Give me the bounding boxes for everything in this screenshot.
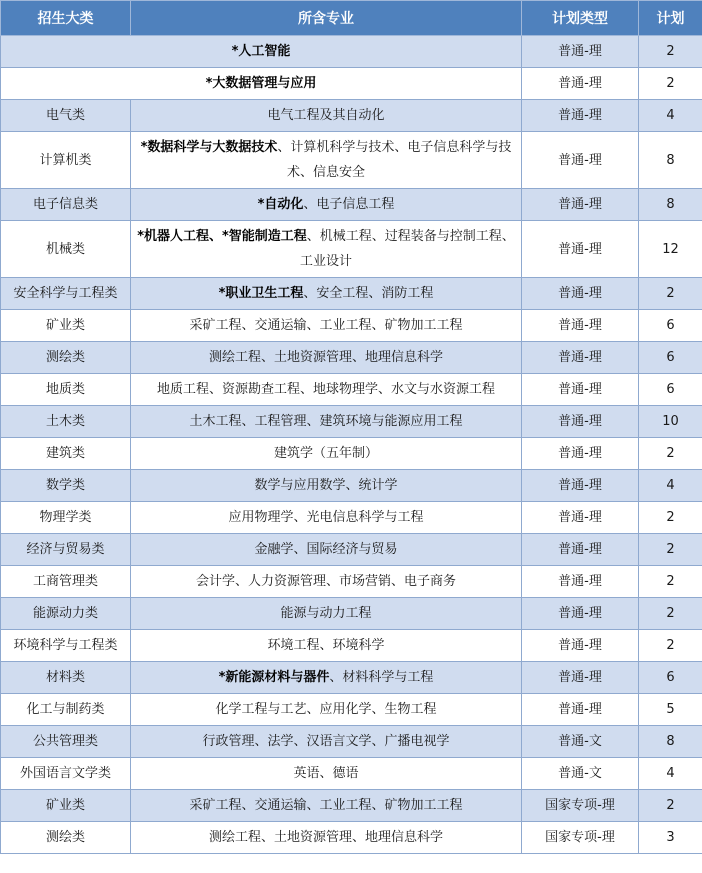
plan-count-cell: 3	[639, 822, 702, 854]
plan-count-cell: 12	[639, 221, 702, 278]
header-majors: 所含专业	[131, 1, 522, 36]
majors-cell	[131, 189, 522, 221]
category-cell: 电子信息类	[1, 189, 131, 221]
plan-count-cell: 4	[639, 470, 702, 502]
plan-count-cell: 2	[639, 598, 702, 630]
majors-text: 能源与动力工程	[280, 606, 372, 621]
majors-cell	[131, 470, 522, 502]
plan-count-cell: 5	[639, 694, 702, 726]
category-cell: 环境科学与工程类	[1, 630, 131, 662]
table-row	[1, 726, 702, 758]
plan-type-cell: 普通-理	[522, 470, 639, 502]
majors-text: 电气工程及其自动化	[267, 108, 385, 123]
majors-cell	[131, 726, 522, 758]
key-major-text: *大数据管理与应用	[205, 76, 317, 91]
table-row	[1, 438, 702, 470]
plan-count-cell: 6	[639, 310, 702, 342]
plan-type-cell: 普通-理	[522, 598, 639, 630]
majors-cell	[131, 310, 522, 342]
majors-text: 地质工程、资源勘查工程、地球物理学、水文与水资源工程	[156, 382, 495, 397]
majors-text: 应用物理学、光电信息科学与工程	[228, 510, 424, 525]
majors-cell	[131, 694, 522, 726]
plan-type-cell: 普通-文	[522, 726, 639, 758]
category-cell: 建筑类	[1, 438, 131, 470]
plan-count-cell: 8	[639, 726, 702, 758]
category-cell: 机械类	[1, 221, 131, 278]
majors-cell	[131, 598, 522, 630]
plan-count-cell: 8	[639, 189, 702, 221]
majors-text: 、安全工程、消防工程	[303, 286, 434, 301]
table-row	[1, 68, 702, 100]
majors-cell	[1, 68, 522, 100]
plan-count-cell: 2	[639, 438, 702, 470]
table-row	[1, 662, 702, 694]
plan-type-cell: 普通-理	[522, 310, 639, 342]
header-category: 招生大类	[1, 1, 131, 36]
plan-count-cell: 2	[639, 790, 702, 822]
key-major-text: *机器人工程、*智能制造工程	[137, 229, 307, 244]
majors-text: 测绘工程、土地资源管理、地理信息科学	[208, 350, 443, 365]
category-cell: 测绘类	[1, 342, 131, 374]
category-cell: 能源动力类	[1, 598, 131, 630]
majors-cell	[131, 790, 522, 822]
plan-count-cell: 8	[639, 132, 702, 189]
category-cell: 物理学类	[1, 502, 131, 534]
plan-type-cell: 普通-理	[522, 502, 639, 534]
table-row	[1, 470, 702, 502]
majors-cell	[1, 36, 522, 68]
table-row	[1, 758, 702, 790]
majors-text: 会计学、人力资源管理、市场营销、电子商务	[195, 574, 456, 589]
table-row	[1, 100, 702, 132]
majors-text: 金融学、国际经济与贸易	[254, 542, 398, 557]
plan-type-cell: 普通-理	[522, 221, 639, 278]
plan-count-cell: 2	[639, 566, 702, 598]
category-cell: 电气类	[1, 100, 131, 132]
category-cell: 外国语言文学类	[1, 758, 131, 790]
table-header-row	[1, 1, 702, 36]
category-cell: 数学类	[1, 470, 131, 502]
plan-type-cell: 普通-理	[522, 100, 639, 132]
majors-cell	[131, 758, 522, 790]
plan-type-cell: 普通-理	[522, 374, 639, 406]
plan-count-cell: 4	[639, 758, 702, 790]
plan-type-cell: 国家专项-理	[522, 790, 639, 822]
plan-type-cell: 普通-文	[522, 758, 639, 790]
header-plan-type: 计划类型	[522, 1, 639, 36]
majors-text: 英语、德语	[293, 766, 359, 781]
header-plan: 计划	[639, 1, 702, 36]
table-row	[1, 278, 702, 310]
category-cell: 经济与贸易类	[1, 534, 131, 566]
table-row	[1, 694, 702, 726]
plan-type-cell: 普通-理	[522, 438, 639, 470]
majors-cell	[131, 662, 522, 694]
majors-text: 行政管理、法学、汉语言文学、广播电视学	[202, 734, 450, 749]
plan-type-cell: 普通-理	[522, 278, 639, 310]
majors-cell	[131, 566, 522, 598]
key-major-text: *人工智能	[231, 44, 291, 59]
plan-type-cell: 普通-理	[522, 36, 639, 68]
table-row	[1, 822, 702, 854]
table-row	[1, 221, 702, 278]
plan-count-cell: 2	[639, 502, 702, 534]
table-row	[1, 132, 702, 189]
key-major-text: *新能源材料与器件	[218, 670, 330, 685]
majors-cell	[131, 630, 522, 662]
category-cell: 矿业类	[1, 790, 131, 822]
majors-cell	[131, 534, 522, 566]
majors-cell	[131, 100, 522, 132]
majors-text: 、机械工程、过程装备与控制工程、工业设计	[299, 229, 515, 269]
majors-text: 环境工程、环境科学	[267, 638, 385, 653]
majors-text: 建筑学（五年制）	[273, 446, 378, 461]
table-row	[1, 790, 702, 822]
majors-cell	[131, 406, 522, 438]
plan-count-cell: 6	[639, 342, 702, 374]
majors-text: 采矿工程、交通运输、工业工程、矿物加工工程	[189, 318, 463, 333]
majors-cell	[131, 438, 522, 470]
majors-text: 、电子信息工程	[303, 197, 395, 212]
table-row	[1, 406, 702, 438]
majors-text: 化学工程与工艺、应用化学、生物工程	[215, 702, 437, 717]
plan-count-cell: 6	[639, 374, 702, 406]
plan-count-cell: 2	[639, 630, 702, 662]
majors-cell	[131, 502, 522, 534]
table-row	[1, 566, 702, 598]
plan-type-cell: 普通-理	[522, 406, 639, 438]
table-row	[1, 598, 702, 630]
plan-type-cell: 普通-理	[522, 694, 639, 726]
majors-text: 、计算机科学与技术、电子信息科学与技术、信息安全	[277, 140, 512, 180]
category-cell: 地质类	[1, 374, 131, 406]
key-major-text: *数据科学与大数据技术	[140, 140, 278, 155]
majors-text: 数学与应用数学、统计学	[254, 478, 398, 493]
category-cell: 计算机类	[1, 132, 131, 189]
table-row	[1, 630, 702, 662]
table-row	[1, 310, 702, 342]
category-cell: 化工与制药类	[1, 694, 131, 726]
plan-count-cell: 2	[639, 36, 702, 68]
plan-type-cell: 国家专项-理	[522, 822, 639, 854]
table-row	[1, 189, 702, 221]
key-major-text: *自动化	[257, 197, 304, 212]
majors-text: 采矿工程、交通运输、工业工程、矿物加工工程	[189, 798, 463, 813]
plan-type-cell: 普通-理	[522, 342, 639, 374]
plan-type-cell: 普通-理	[522, 534, 639, 566]
majors-text: 、材料科学与工程	[329, 670, 434, 685]
majors-cell	[131, 221, 522, 278]
plan-count-cell: 10	[639, 406, 702, 438]
majors-text: 土木工程、工程管理、建筑环境与能源应用工程	[189, 414, 463, 429]
plan-type-cell: 普通-理	[522, 68, 639, 100]
plan-type-cell: 普通-理	[522, 189, 639, 221]
plan-count-cell: 4	[639, 100, 702, 132]
table-row	[1, 534, 702, 566]
plan-type-cell: 普通-理	[522, 566, 639, 598]
plan-count-cell: 2	[639, 68, 702, 100]
category-cell: 公共管理类	[1, 726, 131, 758]
plan-count-cell: 6	[639, 662, 702, 694]
plan-type-cell: 普通-理	[522, 662, 639, 694]
table-body	[1, 36, 702, 854]
category-cell: 土木类	[1, 406, 131, 438]
plan-type-cell: 普通-理	[522, 132, 639, 189]
majors-cell	[131, 342, 522, 374]
majors-cell	[131, 278, 522, 310]
category-cell: 矿业类	[1, 310, 131, 342]
table-row	[1, 342, 702, 374]
majors-text: 测绘工程、土地资源管理、地理信息科学	[208, 830, 443, 845]
majors-cell	[131, 132, 522, 189]
category-cell: 安全科学与工程类	[1, 278, 131, 310]
table-row	[1, 374, 702, 406]
majors-cell	[131, 374, 522, 406]
plan-count-cell: 2	[639, 278, 702, 310]
key-major-text: *职业卫生工程	[218, 286, 304, 301]
category-cell: 测绘类	[1, 822, 131, 854]
category-cell: 工商管理类	[1, 566, 131, 598]
table-row	[1, 502, 702, 534]
plan-type-cell: 普通-理	[522, 630, 639, 662]
plan-count-cell: 2	[639, 534, 702, 566]
table-row	[1, 36, 702, 68]
category-cell: 材料类	[1, 662, 131, 694]
majors-cell	[131, 822, 522, 854]
